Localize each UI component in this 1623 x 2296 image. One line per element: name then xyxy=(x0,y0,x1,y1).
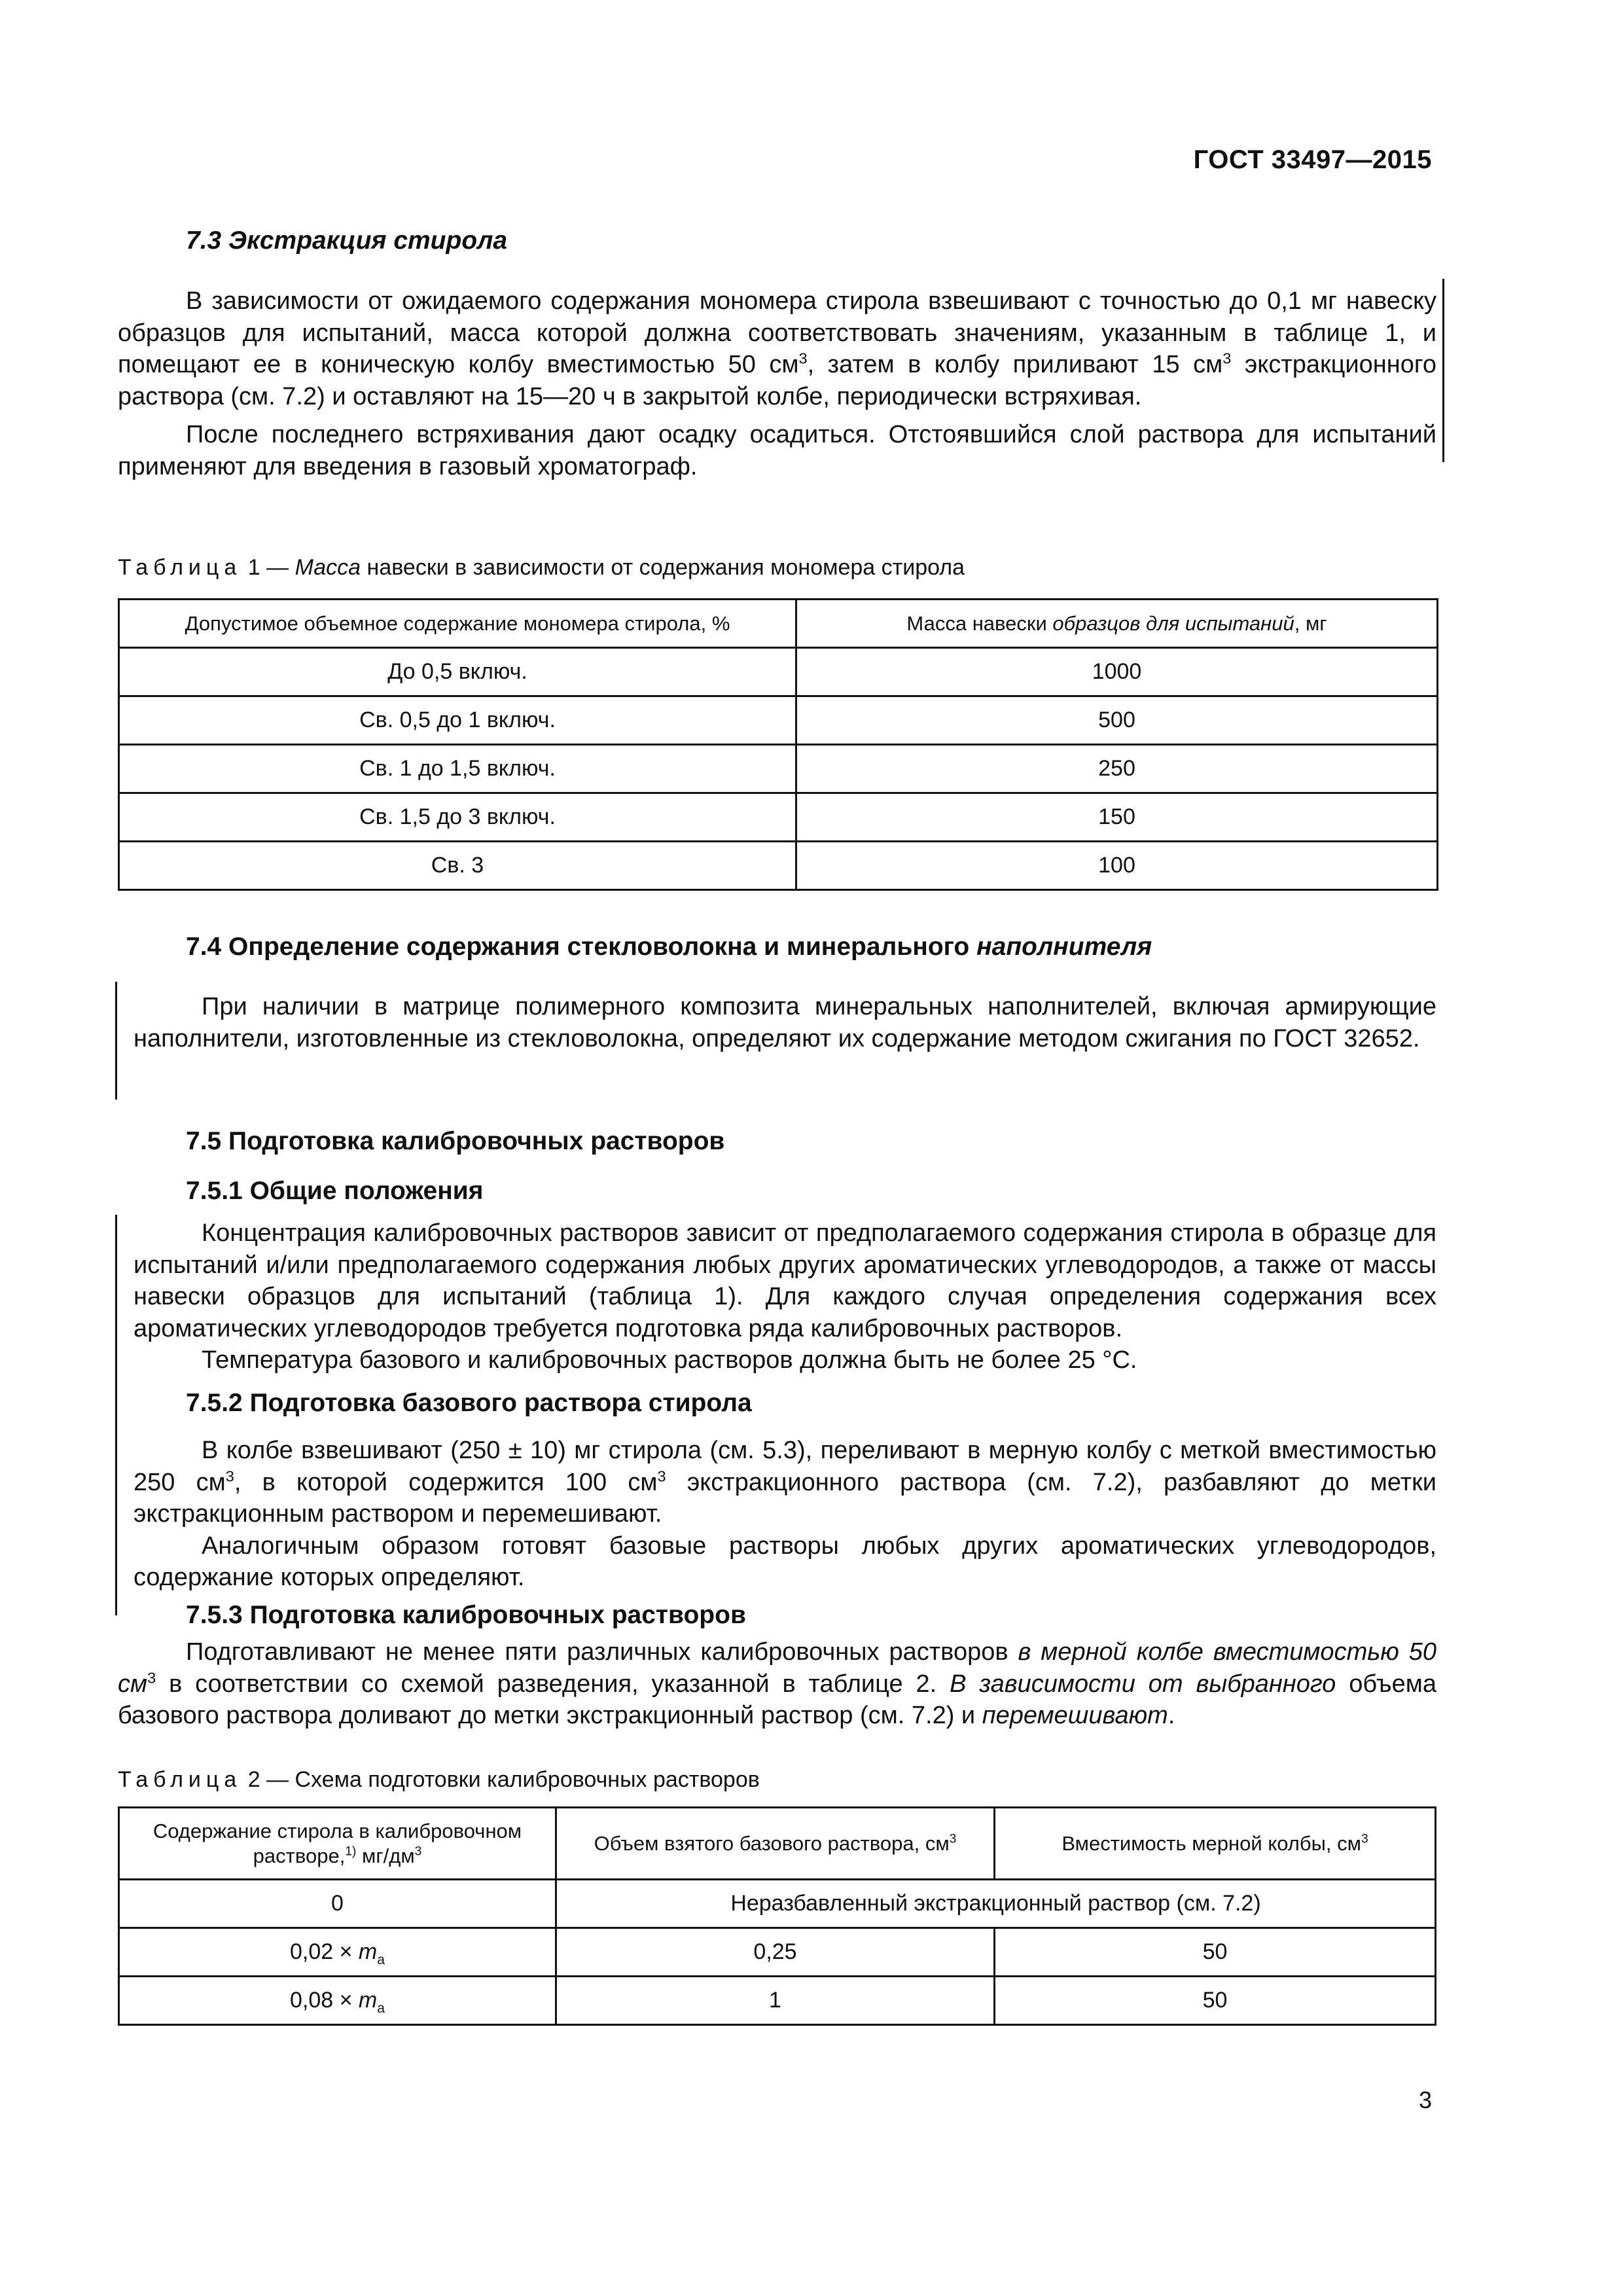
paragraph: В колбе взвешивают (250 ± 10) мг стирола (см. 5.3), переливают в мерную колбу с меткой вместимостью 250 $см^3$, в которой содержится 100 $см^3$ экстракционного раствора (см. 7.2), разбавляют до метки экстракционным раствором и перемешивают. xyxy=(134,1437,1436,1528)
section-title: 7.5 Подготовка калибровочных растворов xyxy=(186,1127,725,1155)
table-row: До 0,5 включ. 1000 xyxy=(119,648,1438,696)
section-title: 7.3 Экстракция стирола xyxy=(186,226,508,255)
page-number: 3 xyxy=(1418,2087,1432,2113)
table-row: 0 Неразбавленный экстракционный раствор (см. 7.2) xyxy=(119,1880,1436,1928)
mass-table xyxy=(118,598,1438,891)
change-bar xyxy=(115,1215,117,1615)
table1 xyxy=(118,598,1436,891)
section-7-3-body xyxy=(118,285,1436,482)
subsection-title: 7.5.2 Подготовка базового раствора стирола xyxy=(186,1389,752,1417)
table-row: Св. 0,5 до 1 включ. 500 xyxy=(119,696,1438,745)
section-title: 7.4 Определение содержания стекловолокна и минерального наполнителя xyxy=(186,933,1152,961)
section-7-5-1-title xyxy=(118,1177,1436,1206)
subsection-title: 7.5.1 Общие положения xyxy=(186,1177,484,1205)
table-row: $0,02 \times m_a$ 0,25 50 xyxy=(119,1928,1436,1977)
section-7-3-title xyxy=(118,226,1436,255)
table-header: Масса навески образцов для испытаний, мг xyxy=(796,600,1438,648)
table-row: Св. 1,5 до 3 включ. 150 xyxy=(119,793,1438,842)
section-7-4-body xyxy=(118,991,1436,1054)
section-7-5-2-title xyxy=(118,1389,1436,1418)
table-header: Объем взятого базового раствора, $см^3$ xyxy=(556,1808,995,1880)
section-7-4-title xyxy=(118,933,1436,961)
table-row: Св. 1 до 1,5 включ. 250 xyxy=(119,745,1438,793)
table-header: Вместимость мерной колбы, $см^3$ xyxy=(995,1808,1436,1880)
paragraph: В зависимости от ожидаемого содержания мономера стирола взвешивают с точностью до 0,1 мг навеску образцов для испытаний, масса которой должна соответствовать значениям, указанным в таблице 1, и помещают ее в коническую колбу вместимостью 50 $см^3$, затем в колбу приливают 15 $см^3$ экстракционного раствора (см. 7.2) и оставляют на 15—20 ч в закрытой колбе, периодически встряхивая. xyxy=(118,287,1437,410)
caption-label: Таблица xyxy=(118,1767,242,1792)
paragraph: Аналогичным образом готовят базовые растворы любых других ароматических углеводородов, содержание которых определяют. xyxy=(134,1532,1436,1591)
table-header: Допустимое объемное содержание мономера стирола, % xyxy=(119,600,796,648)
table2-caption: Таблица 2 — Схема подготовки калибровочных растворов xyxy=(118,1767,760,1792)
section-7-5-3-body xyxy=(118,1636,1436,1732)
change-bar xyxy=(115,982,117,1100)
paragraph: При наличии в матрице полимерного композита минеральных наполнителей, включая армирующие наполнители, изготовленные из стекловолокна, определяют их содержание методом сжигания по ГОСТ 32652. xyxy=(134,993,1436,1052)
caption-label: Таблица xyxy=(118,555,242,580)
table-header: Содержание стирола в калибровочном растворе,$^{1)}$ $мг/дм^3$ xyxy=(119,1808,556,1880)
subsection-title: 7.5.3 Подготовка калибровочных растворов xyxy=(186,1601,746,1629)
table1-caption: Таблица 1 — Масса навески в зависимости от содержания мономера стирола xyxy=(118,555,965,580)
paragraph: Концентрация калибровочных растворов зависит от предполагаемого содержания стирола в образце для испытаний и/или предполагаемого содержания любых других ароматических углеводородов, а также от массы навески образцов для испытаний (таблица 1). Для каждого случая определения содержания всех ароматических углеводородов требуется подготовка ряда калибровочных растворов. xyxy=(134,1219,1436,1342)
paragraph: После последнего встряхивания дают осадку осадиться. Отстоявшийся слой раствора для испытаний применяют для введения в газовый хроматограф. xyxy=(118,421,1436,480)
section-7-5-3-title xyxy=(118,1601,1436,1630)
section-7-5-2-body xyxy=(118,1435,1436,1594)
section-7-5-title xyxy=(118,1127,1436,1156)
document-code: ГОСТ 33497—2015 xyxy=(1193,145,1432,174)
table-row: $0,08 \times m_a$ 1 50 xyxy=(119,1977,1436,2025)
change-bar xyxy=(1442,279,1444,462)
table2 xyxy=(118,1806,1435,2026)
paragraph: Температура базового и калибровочных растворов должна быть не более 25 °С. xyxy=(202,1346,1137,1374)
paragraph: Подготавливают не менее пяти различных калибровочных растворов в мерной колбе вместимостью 50 $см^3$ в соответствии со схемой разведения, указанной в таблице 2. В зависимости от выбранного объема базового раствора доливают до метки экстракционный раствор (см. 7.2) и перемешивают. xyxy=(118,1638,1436,1729)
section-7-5-1-body xyxy=(118,1217,1436,1376)
table-row: Св. 3 100 xyxy=(119,842,1438,890)
dilution-table xyxy=(118,1806,1436,2026)
